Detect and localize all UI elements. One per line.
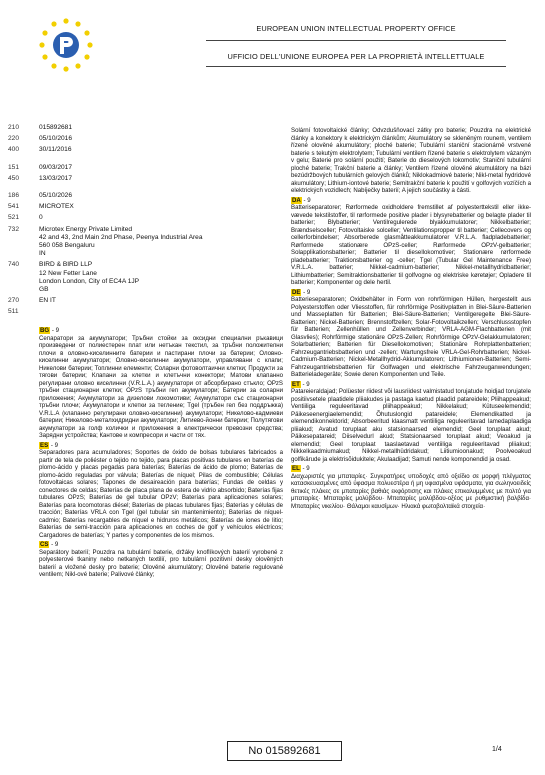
bib-row (8, 234, 283, 242)
inid-code: 541 (8, 203, 20, 211)
inid-code: 220 (8, 135, 20, 143)
bibliographic-data (8, 124, 283, 320)
language-header (291, 197, 531, 205)
bib-row (8, 192, 283, 200)
bib-row (8, 164, 283, 172)
inid-code (8, 250, 39, 258)
bib-value: Microtex Energy Private Limited (39, 225, 133, 233)
language-code-tag: EL (292, 465, 300, 472)
bib-value (39, 308, 283, 316)
bib-value: IN (39, 250, 46, 258)
inid-code: 270 (8, 297, 20, 305)
inid-code: 740 (8, 261, 20, 269)
language-header (291, 289, 531, 297)
bib-row (8, 124, 283, 132)
nice-class-number: 9 (55, 327, 59, 334)
bib-value: 05/10/2026 (39, 192, 73, 200)
goods-description: Separátory baterií; Pouzdra na tubulární baterie, držáky knoflíkových baterií vyrobené z polyesterové tkaniny nebo netkaných textilií, pro tubulární pozitivní desky olověných baterií a vložené desky pro baterie; Olověné akumulátory; Olověné baterie regulované ventilem; Nikl-ové baterie; Palivové články; (39, 548, 283, 578)
bib-row (8, 146, 283, 154)
bib-row (8, 261, 283, 269)
language-section (291, 465, 531, 510)
bib-value: 13/03/2017 (39, 174, 73, 182)
nice-class-number: 9 (54, 541, 59, 548)
bib-row (8, 270, 283, 278)
bib-value: 09/03/2017 (39, 163, 73, 171)
bib-value: London London, City of EC4A 1JP (39, 277, 140, 285)
separator: - (50, 327, 56, 334)
goods-list-left-column (39, 327, 283, 581)
language-code-tag: CS (40, 541, 49, 548)
language-section (291, 381, 531, 464)
bib-row (8, 297, 283, 305)
row-gap (8, 317, 283, 320)
language-section (291, 197, 531, 287)
euipo-logo-svg (36, 15, 96, 75)
bib-row (8, 242, 283, 250)
inid-code (8, 286, 39, 294)
header-divider (206, 66, 506, 67)
header-divider (206, 40, 506, 41)
bib-value: 0 (39, 214, 43, 222)
inid-code (8, 234, 39, 242)
language-code-tag: BG (40, 327, 50, 334)
bib-row (8, 175, 283, 183)
bib-row (8, 250, 283, 258)
inid-code: 450 (8, 174, 20, 182)
bib-value: EN IT (39, 297, 56, 305)
inid-code: 210 (8, 124, 20, 131)
inid-code: 400 (8, 146, 20, 154)
bib-row (8, 278, 283, 286)
nice-class-number: 9 (307, 196, 311, 204)
inid-code: 511 (8, 308, 19, 316)
goods-description: Solární fotovoltaické články; Odvzdušňovací zátky pro baterie; Pouzdra na elektrické články a konektory k elektrickým článkům; Akumulátory se skleněným rounem, ventilem řízené olověné akumulátory; ploché baterie; Tubulární staniční stacionárně vrstvené baterie s tekutým elektrolytem; Tubulární ventilem řízené baterie s elektrolytem vázaným v gelu; Baterie pro solární použití; Baterie do dieselových lokomotiv; Staniční tubulární ploché baterie; Trakční baterie a články; Ventilem řízené olověné akumulátory na bázi bezúdržbových tubulárních gelových článků; Niklokadmiové baterie; Nikl-metal hydridové akumulátory; Lithium-iontové baterie; Semitrakční baterie k použití v golfových vozíčích a elektrických vozidlech; Nabíječky baterií; A jejich součástky a části. (291, 127, 531, 194)
bib-row (8, 214, 283, 222)
language-header (291, 381, 531, 389)
inid-code (8, 278, 39, 286)
bib-value: 30/11/2016 (39, 146, 72, 154)
separator: - (49, 541, 55, 548)
page-number: 1/4 (492, 746, 502, 753)
nice-class-number: 9 (306, 288, 311, 296)
inid-code (8, 270, 39, 278)
separator: - (300, 380, 307, 388)
office-name-en: EUROPEAN UNION INTELLECTUAL PROPERTY OFFICE (256, 24, 456, 33)
language-section (291, 127, 531, 195)
language-section (39, 327, 283, 440)
language-section (291, 289, 531, 379)
language-code-tag: DA (292, 196, 301, 204)
goods-description: Batterieseparatoren; Oxidbehälter in Form von rohrförmigen Hüllen, hergestellt aus Polyesterstoffen oder Vliesstoffen, für rohrförmige Positivplatten in Blei-Säure-Batterien und Masseplatten für Batterien; Blei-Säure-Batterien; Ventilgeregelte Blei-Säure-Batterien; Nickel-Batterien; Brennstoffzellen; Solar-Fotovoltaikzellen; Verschlussstopfen für Batterien; Zellenhüllen und Zellenverbinder; VRLA-AGM-Flachbatterien (mit Glasvlies); Rohrförmige stationäre OPzS-Zellen; Rohrförmige OPzV-Gelakkumulatoren; Solarbatterien; Batterien für Diesellokomotiven; Stationäre Rohrplattenbatterien; Fahrzeugantriebsbatterien und -zellen; Wartungsfreie VRLA-Gel-Rohrbatterien; Nickel-Cadmium-Batterien; Nickel-Metallhydrid-Akkumulatoren; Lithiumionen-Batterien; Semi-Fahrzeugantriebsbatterien für Golfwagen und elektrische Fahrzeuganwendungen; Batterieladegeräte; Sowie deren Komponenten und Teile. (291, 296, 531, 378)
inid-code: 521 (8, 214, 20, 222)
inid-code: 151 (8, 163, 20, 171)
bib-value: 015892681 (39, 124, 73, 131)
language-code-tag: ET (292, 380, 300, 388)
bib-row (8, 135, 283, 143)
bib-row (8, 286, 283, 294)
goods-description: Separadores para acumuladores; Soportes de óxido de bolsas tubulares fabricados a partir de tela de poliéster o tejido no tejido, para placas positivas tubulares en baterías de plomo-ácido y placas pegadas para baterías; Baterías de ácido de plomo; Baterías de plomo-ácido reguladas por válvula; Baterías de níquel; Pilas de combustible; Células fotovoltaicas solares; Tapones de desaireación para baterías; Fundas de celdas y conectores de celdas; Baterías de placa plana de estera de vidrio absorbido; Baterías fijas tubulares OPzS; Baterías de gel tubular OPzV; Baterías para aplicaciones solares; Baterías para locomotoras diésel; Baterías de placas tubulares fijas; Baterías y células de tracción; Baterías VRLA con Tgel (gel tubular sin mantenimiento); Baterías de níquel-cadmio; Baterías recargables de níquel e hidruros metálicos; Baterías de iones de litio; Baterías de semi-tracción para aplicaciones en coches de golf y vehículos eléctricos; Cargadores de baterías; Y partes y componentes de los mismos. (39, 449, 283, 539)
separator: - (49, 441, 55, 449)
bib-row (8, 308, 283, 316)
language-section (39, 541, 283, 579)
office-name-it: UFFICIO DELL'UNIONE EUROPEA PER LA PROPRIETÀ INTELLETTUALE (227, 52, 485, 61)
bib-row (8, 226, 283, 234)
bib-value: BIRD & BIRD LLP (39, 261, 93, 269)
goods-description: Patareieraldajad; Polüester riidest või lausriidest valmistatud torujatude hoidjad torujatele positiivsetele plaatidele pliiakudes ja pastaga kaetud plaadid patareidele; Pliihappeakud; Ventiiliga reguleeritavad pliihappeakud; Nikkelakud; Kütuseelemendid; Päikeseenergiaelemendid; Õhutuslongid patareidele; Elemendikatted ja elemendikonnektorid; Absorbeeritud klaasmatt ventiiliga reguleeritavad lamedaplaadiga pliiakud; Avatud toruplaat aku statsionaarsed elemendid; Geel toruplaat akud; Päikesepatareid; Diiselvedurl akud; Statsionaarsed toruplaat akud; Veoakud ja elemendid; Geel toruplaat taaslaetavad ventiiliga reguleeritavad pliiakud; Nikkelkaadmiumakud; Nikkel-metallhüdridakud; Liitiumioonakud; Poolveoakud golfikärude ja elektrisõidukitele; Akulaadijad; Samuti nende komponendid ja osad. (291, 388, 531, 463)
bib-value: GB (39, 286, 49, 294)
bib-value: 42 and 43, 2nd Main 2nd Phase, Peenya Industrial Area (39, 233, 203, 241)
language-header (291, 465, 531, 473)
bib-value: MICROTEX (39, 203, 74, 211)
inid-code: 186 (8, 192, 20, 200)
goods-list-right-column (291, 127, 531, 512)
language-header (39, 442, 283, 450)
separator: - (300, 465, 307, 472)
language-section (39, 442, 283, 540)
language-code-tag: DE (292, 288, 301, 296)
inid-code: 732 (8, 225, 20, 233)
nice-class-number: 9 (306, 380, 310, 388)
language-header (39, 327, 283, 335)
registration-number-box: No 015892681 (227, 741, 342, 761)
separator: - (301, 196, 308, 204)
bib-value: 12 New Fetter Lane (39, 269, 97, 277)
goods-description: Διαχωριστές για μπαταρίες· Συγκρατήρες υποδοχές από οξείδιο σε μορφή πλέγματος κατασκευασμένες από ύφασμα πολυεστέρα ή μη υφασμένα υφάσματα, για σωληνοειδείς θετικές πλάκες σε μπαταρίες βαθιάς εκφόρτισης και πλάκες επικαλυμμένες με πολτό για μπαταρίες· Μπαταρίες μολύβδου· Μπαταρίες μολύβδου-οξέος με ρυθμιστική βαλβίδα· Μπαταρίες νικελίου· Θάλαμοι καυσίμων· Ηλιακά φωτοβολταϊκά στοιχεία· (291, 472, 531, 510)
bib-row (8, 203, 283, 211)
goods-description: Сепаратори за акумулатори; Тръбни стойки за оксидни специални ръкавици произведени от полиестерен плат или нетъкан текстил, за тръбни положителни плочи в оловно-киселинните батерии и пастирани плочи за батерии; Оловно- киселинни акумулатори; Оловно-киселинни акумулатори, управлявани с клапи; Никелови батерии; Топлинни елементи; Соларни фотоволтаични клетки; Продукти за тягови батерии; Клапани за клетки и клетъчни конектори; Матови клапанно регулирани оловно киселинни (V.R.L.A.) акумулатори от абсорбирано стъкло; OPzS тръбни стационарни клетки; OPzS тръбни геп акумулатори; Батерии за соларни приложения; Акумулатори за дизелови локомотиви; Акумулатори със стационарни тръбни плочи; Акумулатори и клетки за тегление; Tgel (тръбен гел без поддръжка) V.R.L.A (клапанно регулирани оловно-киселинни) акумулатори; Никелово-кадмиеви батерии; Никелово-металхидридни акумулатори; Литиево-йонни батерии; Полутягови акумулатори за голф колички и приложения в електрически превозни средства; Зарядни устройства; Кантове и компресори и части от тях. (39, 334, 283, 439)
nice-class-number: 9 (54, 441, 58, 449)
language-code-tag: ES (40, 441, 49, 449)
euipo-logo-icon (36, 15, 96, 75)
bib-value: 05/10/2016 (39, 135, 73, 143)
separator: - (301, 288, 307, 296)
language-header (39, 541, 283, 549)
goods-description: Batteriseparatorer; Rørformede oxidholdere fremstillet af polyesterttekstil eller ikke-vævede tekstilstoffer, til rørformede positive plader i blysyrebatterier og belagte plader til batterier; Blybatterier; Ventilregulerede blyakkumulatorer; Nikkelbatterier; Brændselsceller; Fotovoltaiske solceller; Ventilationspropper til batterier; Cellecovers og cellerforbindelser; Absorberede glasmåtteakkumulatorer V.R.L.A. fladpladebatterier; Rørformede stationære OPzS-celler; Rørformede OPzV-gelbatterier; Solapplikationsbatterier; Batterier til diesellokomotiver; Stationære rørformede pladebatterier; Traktionsbatterier og -celler; Tgel (Tubular Gel Maintenance Free) V.R.L.A. batterier; Nikkel-cadmium-batterier; Nikkel-metallhydridbatterier; Lithiumbatterier; Semitraktionsbatterier til golfvogne og elektriske køretøjer; Opladere til batterier; Komponenter og dele hertil. (291, 204, 531, 286)
bib-value: 560 058 Bengaluru (39, 242, 95, 250)
inid-code (8, 242, 39, 250)
nice-class-number: 9 (306, 465, 310, 472)
